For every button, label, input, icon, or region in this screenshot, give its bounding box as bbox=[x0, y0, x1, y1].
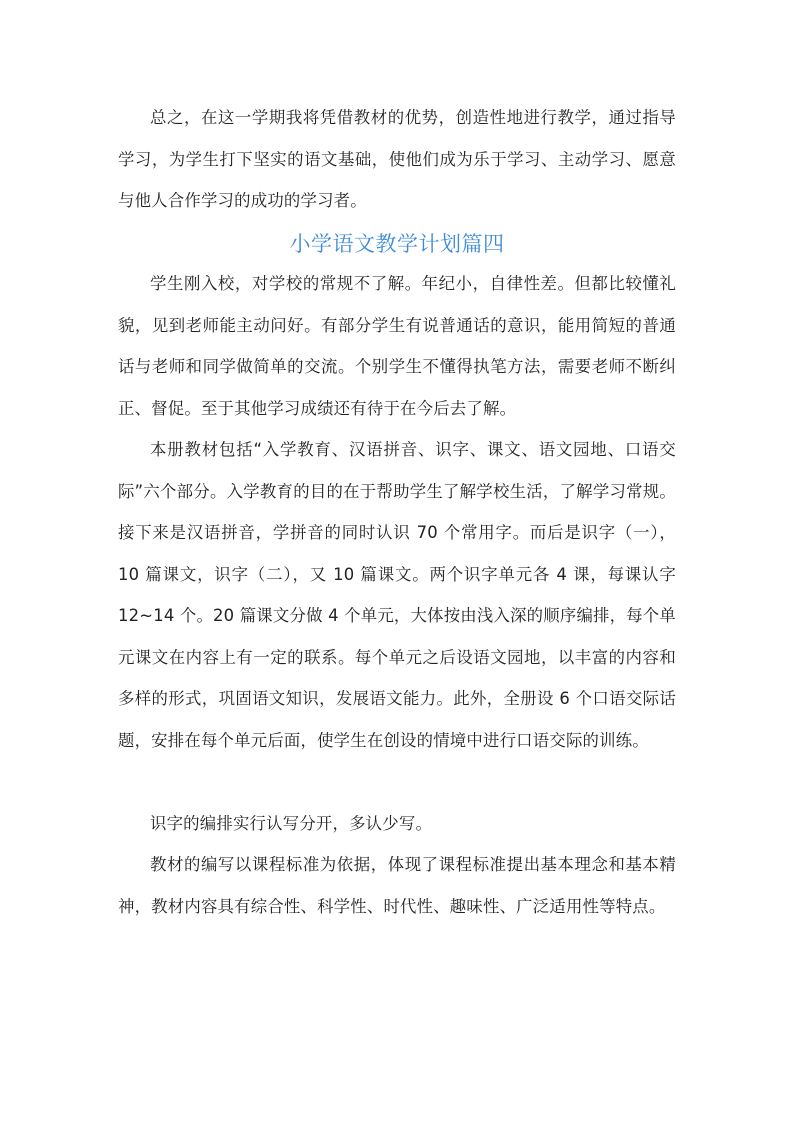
section-heading: 小学语文教学计划篇四 bbox=[289, 232, 505, 256]
paragraph-literacy: 识字的编排实行认写分开，多认少写。 bbox=[150, 814, 433, 833]
paragraph-textbook: 本册教材包括“入学教育、汉语拼音、识字、课文、语文园地、口语交际”六个部分。入学教育的目的在于帮助学生了解学校生活，了解学习常规。接下来是汉语拼音，学拼音的同时认识 70 个常用字。而后是识字（一），10 篇课文，识字（二），又 10 篇课文。两个识字单元各 4 课，每课认字 12~14 个。20 篇课文分做 4 个单元，大体按由浅入深的顺序编排，每个单元课文在内容上有一定的联系。每个单元之后设语文园地，以丰富的内容和多样的形式，巩固语文知识，发展语文能力。此外，全册设 6 个口语交际话题，安排在每个单元后面，使学生在创设的情境中进行口语交际的训练。 bbox=[118, 440, 676, 750]
paragraph-standards: 教材的编写以课程标准为依据，体现了课程标准提出基本理念和基本精神，教材内容具有综合性、科学性、时代性、趣味性、广泛适用性等特点。 bbox=[118, 855, 676, 916]
paragraph-summary: 总之，在这一学期我将凭借教材的优势，创造性地进行教学，通过指导学习，为学生打下坚实的语文基础，使他们成为乐于学习、主动学习、愿意与他人合作学习的成功的学习者。 bbox=[118, 108, 676, 210]
paragraph-students: 学生刚入校，对学校的常规不了解。年纪小，自律性差。但都比较懂礼貌，见到老师能主动问好。有部分学生有说普通话的意识，能用简短的普通话与老师和同学做简单的交流。个别学生不懂得执笔方法，需要老师不断纠正、督促。至于其他学习成绩还有待于在今后去了解。 bbox=[118, 274, 676, 418]
